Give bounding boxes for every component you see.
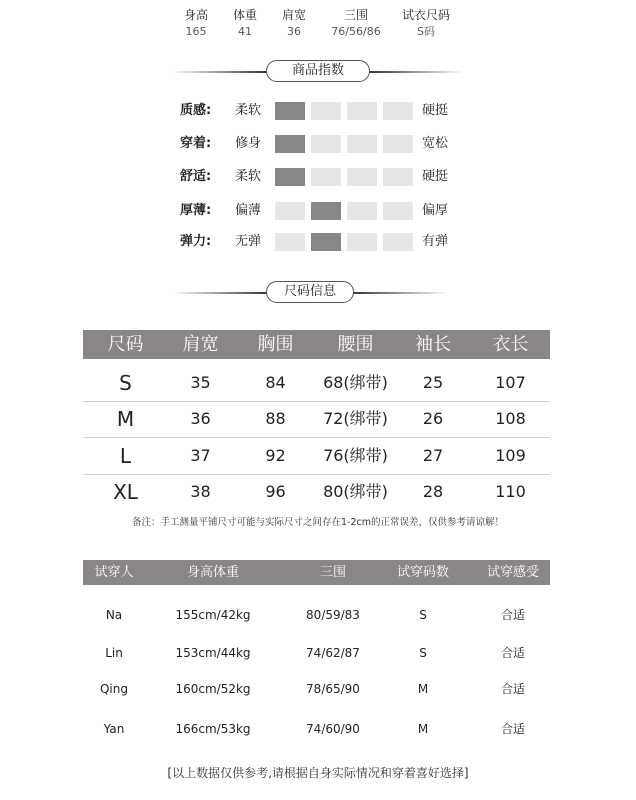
- model-value-measurements: 76/56/86: [331, 25, 381, 38]
- index-low-label: 无弹: [235, 234, 262, 249]
- index-level-box: [275, 168, 305, 186]
- model-header-measurements: 三围: [343, 8, 368, 22]
- measurement-note: 备注：手工测量平铺尺寸可能与实际尺寸之间存在1-2cm的正常误差，仅供参考请谅解！: [132, 517, 504, 528]
- size-cell: 35: [190, 373, 211, 392]
- index-low-label: 柔软: [235, 103, 262, 118]
- size-cell: 68(绑带): [323, 373, 388, 392]
- index-level-box: [383, 168, 413, 186]
- section-title-index: 商品指数: [266, 60, 370, 82]
- index-level-box: [383, 233, 413, 251]
- index-level-box: [311, 102, 341, 120]
- model-value-height: 165: [185, 25, 207, 38]
- index-level-box: [275, 102, 305, 120]
- model-header-shoulder: 肩宽: [281, 8, 306, 22]
- tryon-cell: 153cm/44kg: [175, 646, 251, 660]
- index-row: [180, 201, 480, 221]
- tryon-cell: M: [417, 722, 429, 736]
- tryon-cell: M: [417, 682, 429, 696]
- index-high-label: 宽松: [422, 136, 449, 151]
- index-level-box: [347, 102, 377, 120]
- index-level-box: [275, 233, 305, 251]
- tryon-header-cell: 试穿人: [94, 565, 134, 580]
- size-cell: 27: [422, 446, 444, 465]
- tryon-cell: Lin: [105, 646, 123, 660]
- section-divider-left: [172, 71, 268, 73]
- size-cell: 72(绑带): [323, 409, 388, 428]
- index-level-box: [347, 168, 377, 186]
- index-level-box: [383, 102, 413, 120]
- section-divider-right: [352, 292, 448, 294]
- tryon-cell: 160cm/52kg: [175, 682, 251, 696]
- size-cell: 96: [265, 482, 286, 501]
- index-level-box: [383, 135, 413, 153]
- size-cell: 80(绑带): [323, 482, 388, 501]
- tryon-cell: 166cm/53kg: [175, 722, 251, 736]
- size-table-row: [83, 401, 550, 438]
- index-level-box: [275, 135, 305, 153]
- size-cell: 92: [265, 446, 286, 465]
- size-header-cell: 尺码: [107, 334, 144, 355]
- tryon-cell: 74/62/87: [306, 646, 360, 660]
- tryon-table-row: [83, 679, 550, 699]
- model-header-weight: 体重: [232, 8, 257, 22]
- index-label: 穿着:: [180, 136, 212, 151]
- size-cell: 37: [190, 446, 211, 465]
- index-high-label: 偏厚: [422, 203, 449, 218]
- section-divider-right: [368, 71, 464, 73]
- index-row: [180, 134, 480, 154]
- size-header-cell: 腰围: [337, 334, 374, 355]
- size-table-row: [83, 474, 550, 510]
- index-level-box: [311, 202, 341, 220]
- size-cell: 84: [265, 373, 286, 392]
- index-low-label: 偏薄: [235, 203, 262, 218]
- size-cell: 25: [422, 373, 444, 392]
- index-level-box: [311, 233, 341, 251]
- size-cell: 36: [190, 409, 211, 428]
- size-header-cell: 胸围: [257, 334, 294, 355]
- model-value-weight: 41: [238, 25, 252, 38]
- section-divider-left: [172, 292, 268, 294]
- size-cell: 109: [495, 446, 526, 465]
- tryon-cell: 合适: [500, 682, 525, 696]
- tryon-cell: 78/65/90: [306, 682, 360, 696]
- tryon-header-cell: 试穿码数: [396, 565, 449, 580]
- size-cell: 38: [190, 482, 211, 501]
- size-cell: 110: [495, 482, 526, 501]
- model-value-size: S码: [417, 25, 435, 38]
- index-low-label: 柔软: [235, 169, 262, 184]
- size-cell: 108: [495, 409, 526, 428]
- index-level-box: [311, 135, 341, 153]
- index-label: 质感:: [180, 103, 212, 118]
- tryon-cell: Na: [105, 608, 123, 622]
- size-header-cell: 衣长: [492, 334, 529, 355]
- footer-disclaimer: [以上数据仅供参考,请根据自身实际情况和穿着喜好选择]: [167, 766, 469, 780]
- tryon-cell: Yan: [103, 722, 125, 736]
- tryon-cell: S: [419, 646, 427, 660]
- index-high-label: 硬挺: [422, 103, 449, 118]
- index-label: 厚薄:: [180, 203, 212, 218]
- size-cell: 88: [265, 409, 286, 428]
- tryon-table-row: [83, 643, 550, 663]
- index-level-box: [347, 135, 377, 153]
- tryon-cell: S: [419, 608, 427, 622]
- tryon-header-cell: 三围: [319, 565, 346, 580]
- tryon-table-header: [83, 560, 550, 585]
- tryon-cell: 155cm/42kg: [175, 608, 251, 622]
- tryon-cell: 合适: [500, 608, 525, 622]
- model-value-shoulder: 36: [287, 25, 301, 38]
- size-table-header: [83, 330, 550, 359]
- size-cell: 107: [495, 373, 526, 392]
- index-row: [180, 101, 480, 121]
- index-row: [180, 232, 480, 252]
- tryon-table-row: [83, 719, 550, 739]
- size-header-cell: 肩宽: [182, 334, 219, 355]
- tryon-cell: 合适: [500, 646, 525, 660]
- index-level-box: [383, 202, 413, 220]
- tryon-header-cell: 身高体重: [186, 565, 239, 580]
- index-high-label: 有弹: [422, 234, 449, 249]
- tryon-table-row: [83, 605, 550, 625]
- size-table-row: [83, 438, 550, 475]
- size-label: M: [116, 407, 135, 431]
- index-low-label: 修身: [235, 136, 262, 151]
- tryon-cell: 74/60/90: [306, 722, 360, 736]
- index-label: 弹力:: [180, 234, 212, 249]
- model-header-height: 身高: [183, 8, 208, 22]
- model-info: [170, 6, 460, 40]
- tryon-cell: 80/59/83: [306, 608, 360, 622]
- index-label: 舒适:: [180, 169, 212, 184]
- index-level-box: [311, 168, 341, 186]
- index-level-box: [275, 202, 305, 220]
- model-header-size: 试衣尺码: [401, 8, 450, 22]
- size-table-row: [83, 365, 550, 402]
- size-label: XL: [113, 480, 138, 504]
- index-level-box: [347, 233, 377, 251]
- size-label: S: [119, 371, 132, 395]
- size-header-cell: 袖长: [415, 334, 451, 355]
- section-title-size: 尺码信息: [266, 281, 354, 303]
- size-cell: 26: [422, 409, 444, 428]
- size-cell: 28: [422, 482, 444, 501]
- tryon-header-cell: 试穿感受: [486, 565, 539, 580]
- tryon-cell: 合适: [500, 722, 525, 736]
- size-label: L: [119, 444, 132, 468]
- index-high-label: 硬挺: [422, 169, 449, 184]
- index-level-box: [347, 202, 377, 220]
- tryon-cell: Qing: [99, 682, 128, 696]
- index-row: [180, 167, 480, 187]
- size-cell: 76(绑带): [323, 446, 388, 465]
